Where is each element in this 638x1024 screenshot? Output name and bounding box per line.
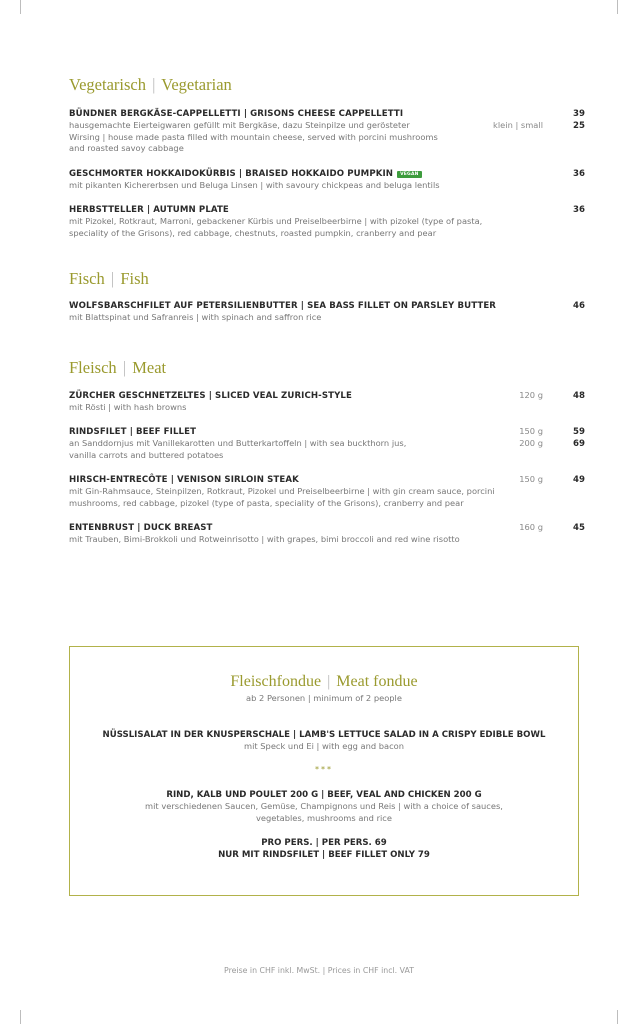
title-en: Vegetarian: [161, 75, 232, 94]
price-footnote: Preise in CHF inkl. MwSt. | Prices in CHF incl. VAT: [224, 966, 414, 975]
menu-item: [69, 204, 585, 239]
menu-item: [69, 474, 585, 509]
dish-size: klein | small: [493, 120, 543, 130]
dish-price: 69: [573, 439, 585, 449]
dish-description: mit pikanten Kichererbsen und Beluga Linsen | with savoury chickpeas and beluga lentils: [69, 180, 440, 190]
crop-mark: [20, 0, 21, 14]
dish-price: 59: [573, 427, 585, 437]
vegan-badge-icon: VEGAN: [397, 171, 422, 178]
crop-mark: [617, 1010, 618, 1024]
menu-item: [69, 426, 585, 461]
title-en: Meat fondue: [336, 673, 418, 690]
fondue-title: [70, 673, 578, 691]
dish-name-text: GESCHMORTER HOKKAIDOKÜRBIS | BRAISED HOKKAIDO PUMPKIN: [69, 169, 394, 179]
menu-item: [69, 300, 585, 324]
crop-mark: [617, 0, 618, 14]
menu-item: [69, 390, 585, 414]
dish-size: 200 g: [519, 438, 543, 448]
crop-mark: [20, 1010, 21, 1024]
dish-price: 25: [573, 121, 585, 131]
dish-description-line: an Sanddornjus mit Vanillekarotten und Butterkartoffeln | with sea buckthorn jus,: [69, 438, 407, 448]
title-de: Vegetarisch: [69, 75, 146, 94]
dish-size: 120 g: [519, 390, 543, 400]
dish-description: [69, 438, 441, 461]
dish-price: 49: [573, 475, 585, 485]
section-title-vegetarian: [69, 75, 232, 95]
title-separator: |: [327, 673, 331, 690]
divider-stars: ***: [315, 765, 333, 774]
dish-description: [69, 120, 441, 155]
section-title-meat: [69, 358, 166, 378]
title-en: Meat: [132, 358, 167, 377]
dish-description: mit Blattspinat und Safranreis | with spinach and saffron rice: [69, 312, 322, 322]
fondue-salad-name: NÜSSLISALAT IN DER KNUSPERSCHALE | LAMB'S LETTUCE SALAD IN A CRISPY EDIBLE BOWL: [102, 730, 546, 740]
menu-item: [69, 108, 585, 155]
dish-price: 36: [573, 169, 585, 179]
dish-name: ENTENBRUST | DUCK BREAST: [69, 523, 213, 533]
title-separator: |: [122, 358, 127, 377]
title-en: Fish: [120, 269, 149, 288]
dish-price: 46: [573, 301, 585, 311]
dish-description-line: hausgemachte Eierteigwaren gefüllt mit Bergkäse, dazu Steinpilze und gerösteter: [69, 120, 410, 130]
fondue-price: PRO PERS. | PER PERS. 69: [261, 838, 387, 848]
title-de: Fleisch: [69, 358, 117, 377]
dish-description-line: Wirsing | house made pasta filled with mountain cheese, served with porcini mushrooms and roasted savoy cabbage: [69, 131, 438, 154]
title-de: Fleischfondue: [230, 673, 322, 690]
dish-size: 150 g: [519, 474, 543, 484]
section-title-fish: [69, 269, 149, 289]
dish-name: [69, 168, 585, 180]
fondue-box: [69, 646, 579, 896]
dish-price: 36: [573, 205, 585, 215]
fondue-subtitle: ab 2 Personen | minimum of 2 people: [246, 693, 402, 703]
dish-name: HERBSTTELLER | AUTUMN PLATE: [69, 205, 229, 215]
title-separator: |: [110, 269, 115, 288]
dish-size: 160 g: [519, 522, 543, 532]
dish-price: 45: [573, 523, 585, 533]
dish-description: mit Rösti | with hash browns: [69, 402, 187, 412]
fondue-salad-description: mit Speck und Ei | with egg and bacon: [244, 741, 404, 751]
dish-size: 150 g: [519, 426, 543, 436]
fondue-meat-description: mit verschiedenen Saucen, Gemüse, Champignons und Reis | with a choice of sauces,: [145, 801, 503, 811]
fondue-meat-description: vegetables, mushrooms and rice: [256, 813, 392, 823]
dish-name: RINDSFILET | BEEF FILLET: [69, 427, 197, 437]
dish-price: 48: [573, 391, 585, 401]
dish-price: 39: [573, 109, 585, 119]
dish-description: mit Pizokel, Rotkraut, Marroni, gebackener Kürbis und Preiselbeerbirne | with pizokel (type of pasta, speciality of the Grisons), red cabbage, chestnuts, roasted pumpkin, cranberry and pear: [69, 216, 483, 238]
fondue-price: NUR MIT RINDSFILET | BEEF FILLET ONLY 79: [218, 850, 430, 860]
dish-name: HIRSCH-ENTRECÔTE | VENISON SIRLOIN STEAK: [69, 475, 299, 485]
dish-description-line: vanilla carrots and buttered potatoes: [69, 449, 224, 460]
dish-name: ZÜRCHER GESCHNETZELTES | SLICED VEAL ZURICH-STYLE: [69, 391, 352, 401]
dish-name: BÜNDNER BERGKÄSE-CAPPELLETTI | GRISONS CHEESE CAPPELLETTI: [69, 109, 404, 119]
menu-item: [69, 522, 585, 546]
dish-description: mit Trauben, Bimi-Brokkoli und Rotweinrisotto | with grapes, bimi broccoli and red wine risotto: [69, 534, 460, 544]
title-separator: |: [152, 75, 156, 94]
menu-item: [69, 168, 585, 192]
dish-description: mit Gin-Rahmsauce, Steinpilzen, Rotkraut, Pizokel und Preiselbeerbirne | with gin cream sauce, porcini mushrooms, red cabbage, pizokel (type of pasta, speciality of the Grisons), cranberry and pear: [69, 486, 495, 508]
dish-name: WOLFSBARSCHFILET AUF PETERSILIENBUTTER | SEA BASS FILLET ON PARSLEY BUTTER: [69, 301, 497, 311]
title-de: Fisch: [69, 269, 105, 288]
fondue-meat-name: RIND, KALB UND POULET 200 G | BEEF, VEAL AND CHICKEN 200 G: [166, 790, 482, 800]
